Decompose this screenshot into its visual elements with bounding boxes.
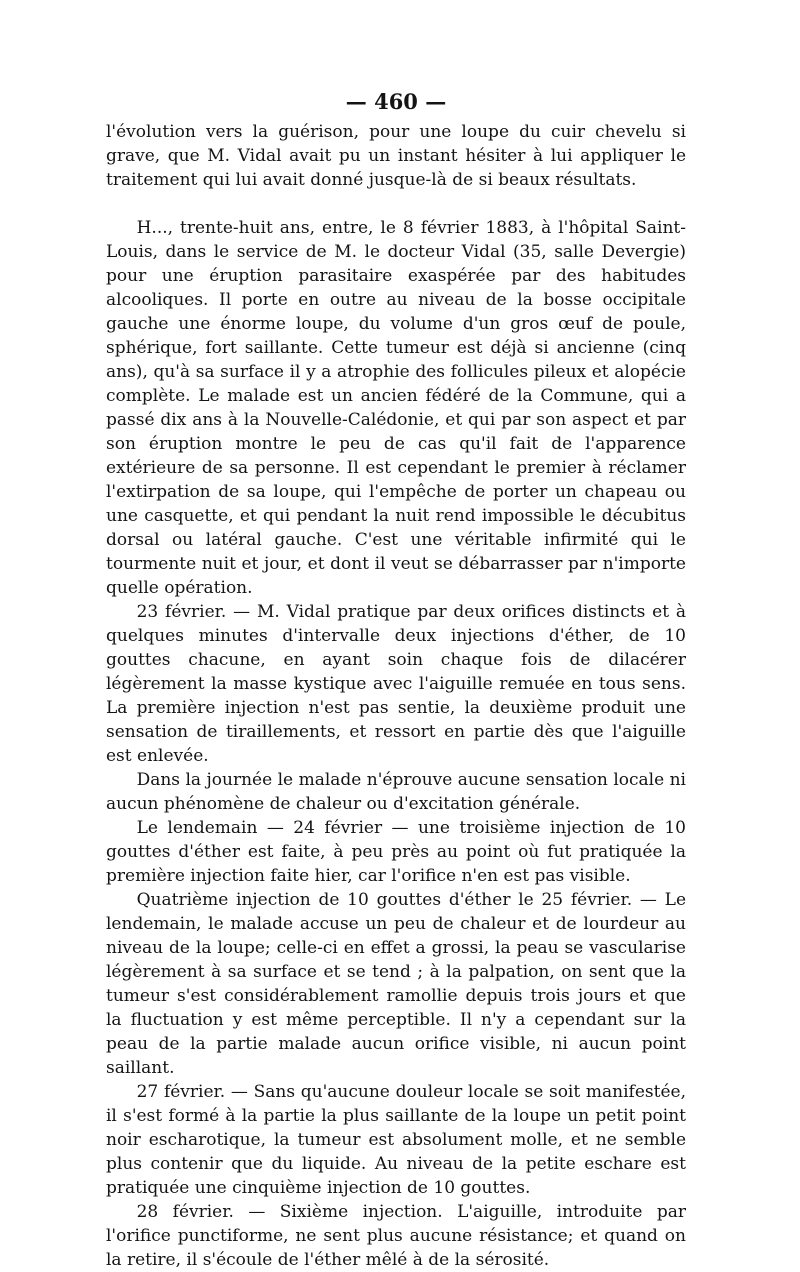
paragraph-24-fevrier: Le lendemain — 24 février — une troisième injection de 10 gouttes d'éther est faite, à peu près au point où fut pratiquée la première injection faite hier, car l'orifice n'en est pas visible. bbox=[106, 818, 686, 886]
page-number-header: — 460 — bbox=[345, 89, 447, 114]
book-page bbox=[106, 88, 686, 1272]
paragraph-27-fevrier: 27 février. — Sans qu'aucune douleur locale se soit manifestée, il s'est formé à la partie la plus saillante de la loupe un petit point noir escharotique, la tumeur est absolument molle, et ne semble plus contenir que du liquide. Au niveau de la petite eschare est pratiquée une cinquième injection de 10 gouttes. bbox=[106, 1082, 686, 1198]
paragraph-28-fevrier: 28 février. — Sixième injection. L'aiguille, introduite par l'orifice punctiforme, ne sent plus aucune résistance; et quand on la retire, il s'écoule de l'éther mêlé à de la sérosité. bbox=[106, 1202, 686, 1270]
paragraph-case-history: H..., trente-huit ans, entre, le 8 février 1883, à l'hôpital Saint-Louis, dans le service de M. le docteur Vidal (35, salle Devergie) pour une éruption parasitaire exaspérée par des habitudes alcooliques. Il porte en outre au niveau de la bosse occipitale gauche une énorme loupe, du volume d'un gros œuf de poule, sphérique, fort saillante. Cette tumeur est déjà si ancienne (cinq ans), qu'à sa surface il y a atrophie des follicules pileux et alopécie complète. Le malade est un ancien fédéré de la Commune, qui a passé dix ans à la Nouvelle-Calédonie, et qui par son aspect et par son éruption montre le peu de cas qu'il fait de l'apparence extérieure de sa personne. Il est cependant le premier à réclamer l'extirpation de sa loupe, qui l'empêche de porter un chapeau ou une casquette, et qui pendant la nuit rend impossible le décubitus dorsal ou latéral gauche. C'est une véritable infirmité qui le tourmente nuit et jour, et dont il veut se débarrasser par n'importe quelle opération. bbox=[106, 218, 686, 598]
paragraph-continuation: l'évolution vers la guérison, pour une loupe du cuir chevelu si grave, que M. Vidal avait pu un instant hésiter à lui appliquer le traitement qui lui avait donné jusque-là de si beaux résultats. bbox=[106, 122, 686, 190]
paragraph-gap bbox=[106, 192, 686, 216]
paragraph-23-fevrier: 23 février. — M. Vidal pratique par deux orifices distincts et à quelques minutes d'intervalle deux injections d'éther, de 10 gouttes chacune, en ayant soin chaque fois de dilacérer légèrement la masse kystique avec l'aiguille remuée en tous sens. La première injection n'est pas sentie, la deuxième produit une sensation de tiraillements, et ressort en partie dès que l'aiguille est enlevée. bbox=[106, 602, 686, 766]
paragraph-25-fevrier: Quatrième injection de 10 gouttes d'éther le 25 février. — Le lendemain, le malade accuse un peu de chaleur et de lourdeur au niveau de la loupe; celle-ci en effet a grossi, la peau se vascularise légèrement à sa surface et se tend ; à la palpation, on sent que la tumeur s'est considérablement ramollie depuis trois jours et que la fluctuation y est même perceptible. Il n'y a cependant sur la peau de la partie malade aucun orifice visible, ni aucun point saillant. bbox=[106, 890, 686, 1078]
body-text bbox=[106, 120, 686, 1272]
paragraph-journee: Dans la journée le malade n'éprouve aucune sensation locale ni aucun phénomène de chaleur ou d'excitation générale. bbox=[106, 770, 686, 814]
